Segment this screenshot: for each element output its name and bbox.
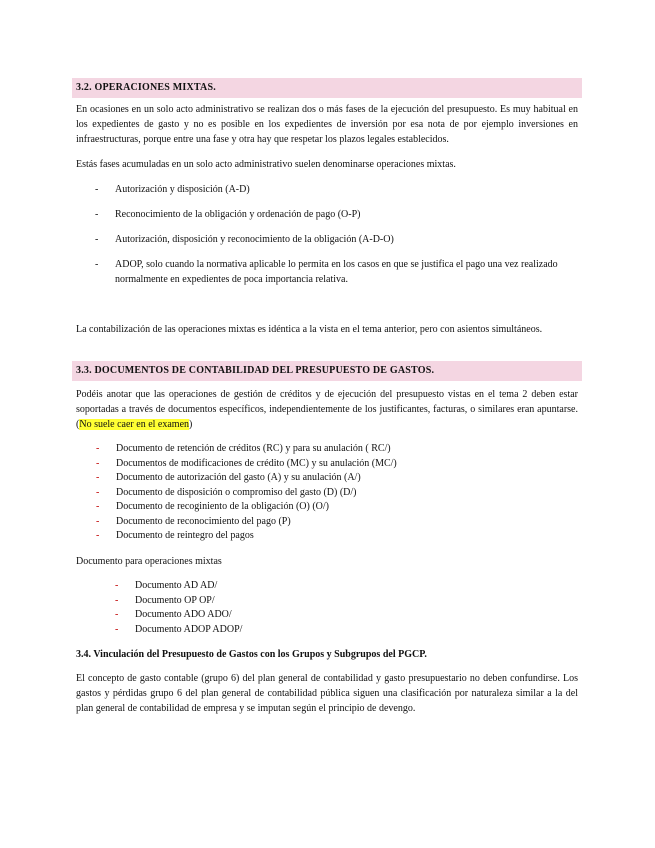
list-item: - Documento de retención de créditos (RC) y para su anulación ( RC/) [116,442,397,457]
exam-note-highlight: No suele caer en el examen [79,419,190,430]
mixed-documents-label: Documento para operaciones mixtas [76,556,222,567]
list-item: - Reconocimiento de la obligación y ordenación de pago (O-P) [76,207,578,222]
section-3-2-paragraph-3: La contabilización de las operaciones mixtas es idéntica a la vista en el tema anterior, pero con asientos simultáneos. [76,324,543,335]
section-3-2-paragraph-2: Estás fases acumuladas en un solo acto administrativo suelen denominarse operaciones mixtas. [76,159,456,170]
list-item: - Documentos de modificaciones de crédito (MC) y su anulación (MC/) [116,457,397,472]
accounting-documents-list [116,442,397,544]
section-3-3-heading: 3.3. DOCUMENTOS DE CONTABILIDAD DEL PRESUPUESTO DE GASTOS. [72,361,582,381]
mixed-documents-list [135,579,242,637]
list-item: - Autorización y disposición (A-D) [76,182,578,197]
list-item: - Documento OP OP/ [135,594,242,609]
list-item: - Documento de autorización del gasto (A) y su anulación (A/) [116,471,397,486]
list-item: - Documento de recoginiento de la obligación (O) (O/) [116,500,397,515]
section-3-3-paragraph-1 [76,387,578,432]
list-item: - Documento de reconocimiento del pago (P) [116,515,397,530]
list-item: - Documento ADO ADO/ [135,608,242,623]
paren-close: ) [189,419,193,430]
paren-open: ( [76,419,80,430]
section-3-2-heading: 3.2. OPERACIONES MIXTAS. [72,78,582,98]
section-3-4-paragraph-1: El concepto de gasto contable (grupo 6) del plan general de contabilidad y gasto presupuestario no deben confundirse. Los gastos y pérdidas grupo 6 del plan general de contabilidad pública siguen una clasificación por naturaleza similar a la del plan general de contabilidad de empresa y se imputan según el principio de devengo. [76,673,578,714]
section-3-2-paragraph-1: En ocasiones en un solo acto administrativo se realizan dos o más fases de la ejecución del presupuesto. Es muy habitual en los expedientes de gasto y no es posible en los expedientes de inversión por esa nota de por ejemplo inversiones en infraestructuras, porque entre una fase y otra hay que respetar los plazos legales establecidos. [76,104,578,145]
list-item: - Documento AD AD/ [135,579,242,594]
list-item: - Documento de disposición o compromiso del gasto (D) (D/) [116,486,397,501]
paragraph-text: Podéis anotar que las operaciones de gestión de créditos y de ejecución del presupuesto vistas en el tema 2 deben estar soportadas a través de documentos específicos, independientemente de los justificantes, facturas, o similares eran apuntarse. [76,389,578,415]
section-3-4-heading: 3.4. Vinculación del Presupuesto de Gastos con los Grupos y Subgrupos del PGCP. [76,649,427,660]
list-item: - Autorización, disposición y reconocimiento de la obligación (A-D-O) [76,232,578,247]
list-item: - Documento ADOP ADOP/ [135,623,242,638]
mixed-operations-list [76,182,578,297]
list-item: - ADOP, solo cuando la normativa aplicable lo permita en los casos en que se justifica el pago una vez realizado normalmente en expedientes de poca importancia relativa. [76,257,578,287]
list-item: - Documento de reintegro del pagos [116,529,397,544]
